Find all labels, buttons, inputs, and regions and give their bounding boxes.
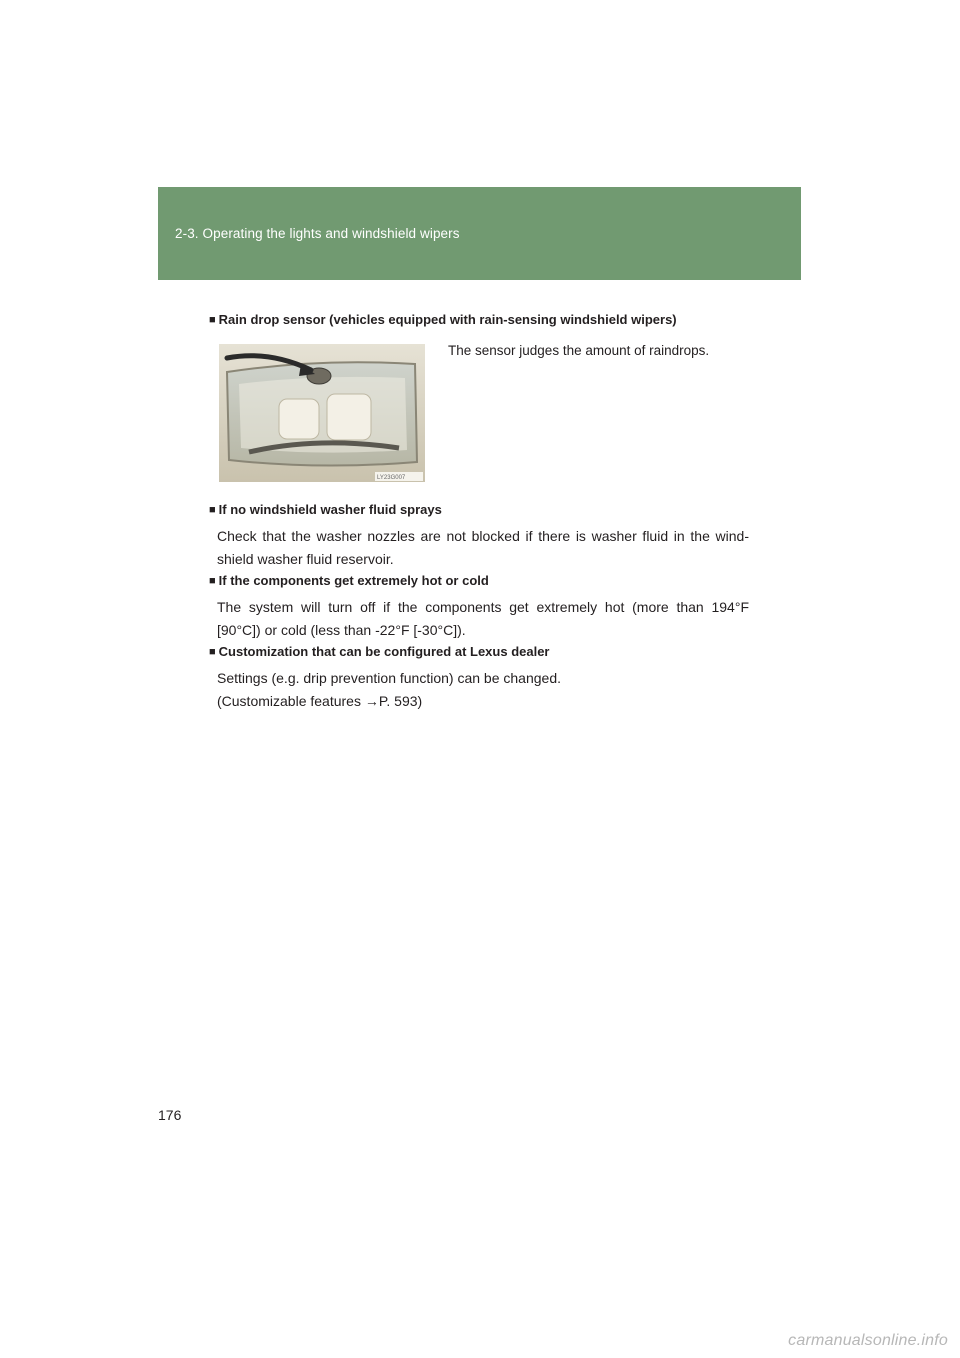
section-extreme-temperature [209, 572, 749, 642]
heading-text: If no windshield washer fluid sprays [218, 502, 442, 517]
page-number: 176 [158, 1107, 182, 1123]
section-heading [209, 501, 749, 520]
body-line: [90°C]) or cold (less than -22°F [-30°C]). [217, 622, 466, 638]
square-bullet-icon: ■ [209, 646, 216, 658]
square-bullet-icon: ■ [209, 314, 216, 326]
rain-sensor-illustration [219, 344, 425, 482]
section-body [217, 596, 749, 642]
body-line: (Customizable features →P. 593) [217, 693, 423, 709]
square-bullet-icon: ■ [209, 575, 216, 587]
figure-caption: The sensor judges the amount of raindrops. [448, 343, 710, 358]
section-rain-drop-sensor [209, 311, 749, 330]
section-washer-fluid [209, 501, 749, 571]
body-line: shield washer fluid reservoir. [217, 551, 394, 567]
body-line: Check that the washer nozzles are not blocked if there is washer fluid in the wind- [217, 528, 749, 544]
section-heading [209, 643, 749, 662]
body-line: Settings (e.g. drip prevention function) can be changed. [217, 670, 561, 686]
car-interior-icon [219, 344, 425, 482]
body-line: The system will turn off if the components get extremely hot (more than 194°F [217, 599, 749, 615]
section-body [217, 525, 749, 571]
heading-text: Customization that can be configured at Lexus dealer [218, 644, 550, 659]
section-customization [209, 643, 749, 713]
section-heading [209, 311, 749, 330]
square-bullet-icon: ■ [209, 504, 216, 516]
chapter-header-band [158, 187, 801, 280]
watermark: carmanualsonline.info [788, 1332, 948, 1349]
section-heading [209, 572, 749, 591]
heading-text: If the components get extremely hot or cold [218, 573, 489, 588]
chapter-title: 2-3. Operating the lights and windshield wipers [175, 226, 460, 241]
figure-label: LY23G007 [377, 475, 406, 481]
section-body [217, 667, 749, 713]
heading-text: Rain drop sensor (vehicles equipped with rain-sensing windshield wipers) [218, 312, 677, 327]
